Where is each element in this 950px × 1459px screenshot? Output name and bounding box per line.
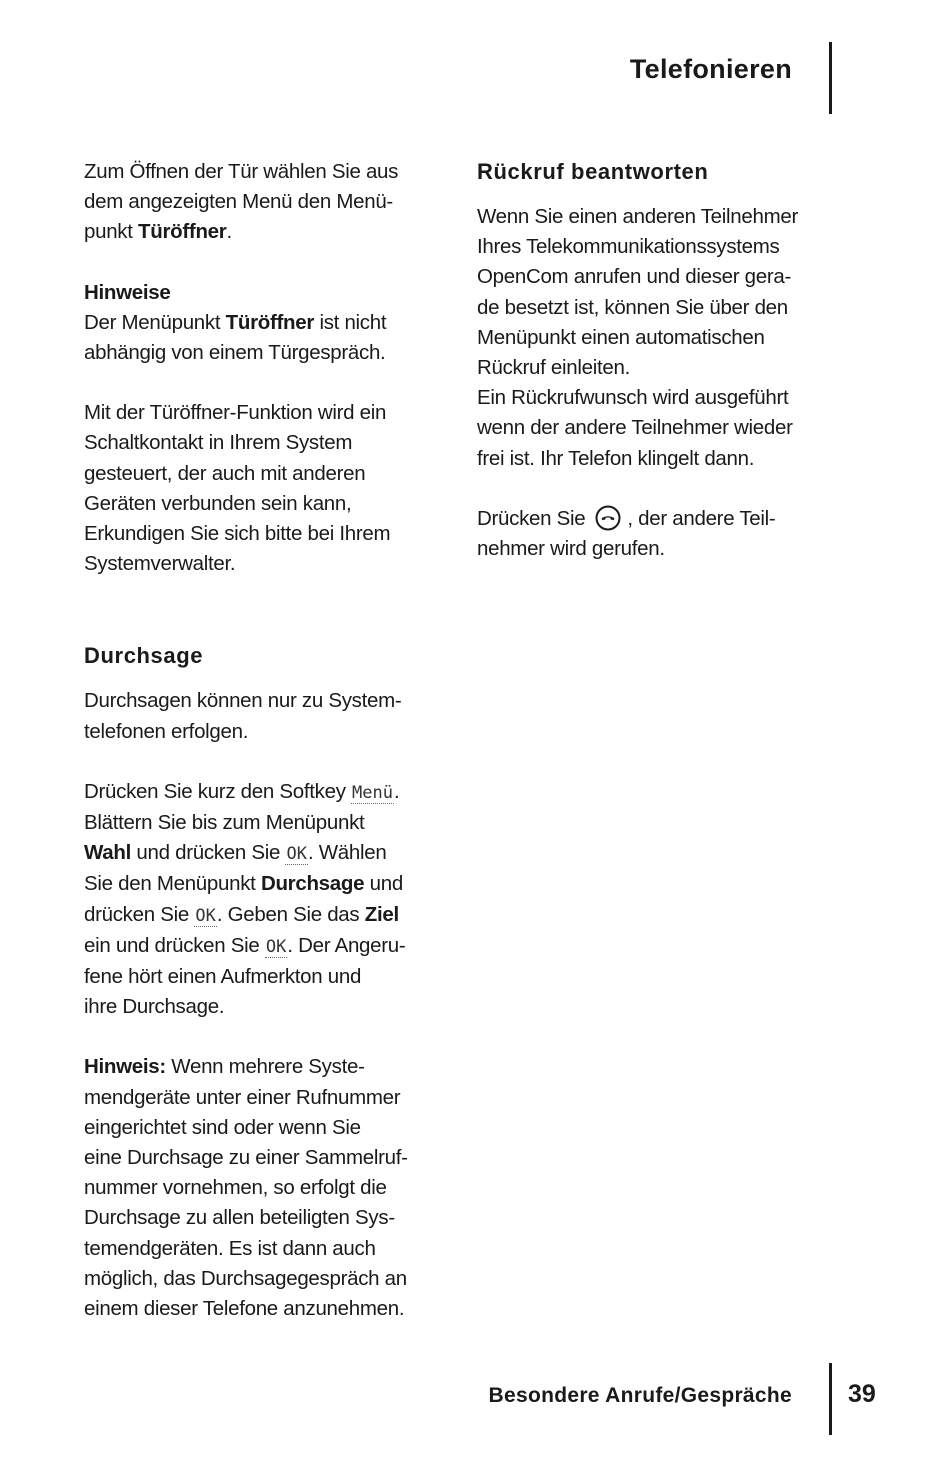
hinweise-paragraph — [84, 278, 414, 369]
note-line: Geräten verbunden sein kann, — [84, 491, 352, 515]
note-line: Mit der Türöffner-Funktion wird ein — [84, 401, 387, 425]
hinweis-line: nummer vornehmen, so erfolgt die — [84, 1176, 387, 1200]
menu-item-tueroeffner: Türöffner — [138, 220, 227, 244]
durchsage-intro-line: Durchsagen können nur zu System- — [84, 689, 402, 713]
durchsage-hinweis — [84, 1052, 414, 1324]
step-text: Drücken Sie kurz den Softkey — [84, 779, 352, 803]
hinweise-title: Hinweise — [84, 280, 171, 304]
intro-line: dem angezeigten Menü den Menü- — [84, 190, 393, 214]
step-text: Blättern Sie bis zum Menüpunkt — [84, 811, 365, 835]
hinweis-line: temendgeräten. Es ist dann auch — [84, 1236, 376, 1260]
press-text: nehmer wird gerufen. — [477, 537, 665, 561]
rueckruf-line: Rückruf einleiten. — [477, 356, 630, 380]
hinweis-line: mendgeräte unter einer Rufnummer — [84, 1085, 401, 1109]
step-text: Sie den Menüpunkt — [84, 872, 261, 896]
rueckruf-press-instruction — [477, 504, 807, 564]
rueckruf-line: Wenn Sie einen anderen Teilnehmer — [477, 205, 798, 228]
right-column — [477, 157, 807, 564]
page-header-title: Telefonieren — [629, 54, 792, 84]
step-text: . Der Angeru- — [287, 933, 406, 957]
hinweis-line: eine Durchsage zu einer Sammelruf- — [84, 1146, 408, 1170]
rueckruf-line: OpenCom anrufen und dieser gera- — [477, 265, 792, 289]
step-text: . Geben Sie das — [216, 902, 365, 926]
hinweise-line: Der Menüpunkt — [84, 310, 226, 334]
tueroeffner-note — [84, 398, 414, 579]
note-line: Erkundigen Sie sich bitte bei Ihrem — [84, 522, 391, 546]
rueckruf-line: wenn der andere Teilnehmer wieder — [477, 416, 793, 440]
rueckruf-line: Ihres Telekommunikationssystems — [477, 235, 780, 259]
hinweis-line: einem dieser Telefone anzunehmen. — [84, 1297, 405, 1321]
hinweis-line: möglich, das Durchsagegespräch an — [84, 1266, 407, 1290]
hinweis-label: Hinweis: — [84, 1055, 166, 1079]
intro-paragraph — [84, 157, 414, 248]
step-text: und drücken Sie — [131, 841, 286, 865]
ziel-label: Ziel — [364, 902, 399, 926]
softkey-ok-label: OK — [265, 936, 287, 957]
rueckruf-line: de besetzt ist, können Sie über den — [477, 295, 788, 319]
press-text: Drücken Sie — [477, 506, 586, 530]
menu-item-durchsage: Durchsage — [260, 872, 365, 896]
note-line: Schaltkontakt in Ihrem System — [84, 431, 353, 455]
press-text: , der andere Teil- — [627, 506, 776, 530]
note-line: Systemverwalter. — [84, 552, 236, 576]
rueckruf-line: Ein Rückrufwunsch wird ausgeführt — [477, 386, 789, 410]
hinweis-line: Durchsage zu allen beteiligten Sys- — [84, 1206, 395, 1230]
durchsage-intro-line: telefonen erfolgen. — [84, 719, 249, 743]
hinweis-line: eingerichtet sind oder wenn Sie — [84, 1115, 361, 1139]
hinweise-line: abhängig von einem Türgespräch. — [84, 341, 386, 365]
rueckruf-line: Menüpunkt einen automatischen — [477, 325, 765, 349]
note-line: gesteuert, der auch mit anderen — [84, 461, 366, 485]
header-divider — [829, 42, 832, 114]
step-text: . Wählen — [307, 841, 387, 865]
step-text: drücken Sie — [84, 902, 195, 926]
durchsage-steps — [84, 777, 414, 1023]
footer-divider — [829, 1363, 832, 1435]
hinweis-line: Wenn mehrere Syste- — [165, 1055, 365, 1079]
softkey-menu-label: Menü — [352, 782, 393, 803]
step-text: . — [394, 779, 400, 803]
durchsage-heading: Durchsage — [84, 643, 204, 669]
menu-item-tueroeffner: Türöffner — [225, 310, 315, 334]
intro-line: Zum Öffnen der Tür wählen Sie aus — [84, 160, 399, 183]
step-text: fene hört einen Aufmerkton und — [84, 965, 362, 989]
softkey-ok-label: OK — [195, 905, 216, 926]
durchsage-intro — [84, 686, 414, 746]
hinweise-line: ist nicht — [314, 310, 387, 334]
softkey-ok-label: OK — [286, 844, 307, 865]
intro-line: punkt — [84, 220, 139, 244]
intro-line: . — [226, 220, 232, 244]
step-text: ihre Durchsage. — [84, 995, 225, 1019]
step-text: ein und drücken Sie — [84, 933, 265, 957]
rueckruf-heading: Rückruf beantworten — [477, 159, 709, 184]
menu-item-wahl: Wahl — [84, 841, 132, 865]
step-text: und — [364, 872, 403, 896]
page-number: 39 — [848, 1380, 876, 1408]
rueckruf-paragraph — [477, 202, 807, 474]
footer-section-title: Besondere Anrufe/Gespräche — [488, 1384, 792, 1407]
handset-icon — [595, 505, 621, 531]
rueckruf-line: frei ist. Ihr Telefon klingelt dann. — [477, 446, 755, 470]
left-column — [84, 157, 414, 1324]
